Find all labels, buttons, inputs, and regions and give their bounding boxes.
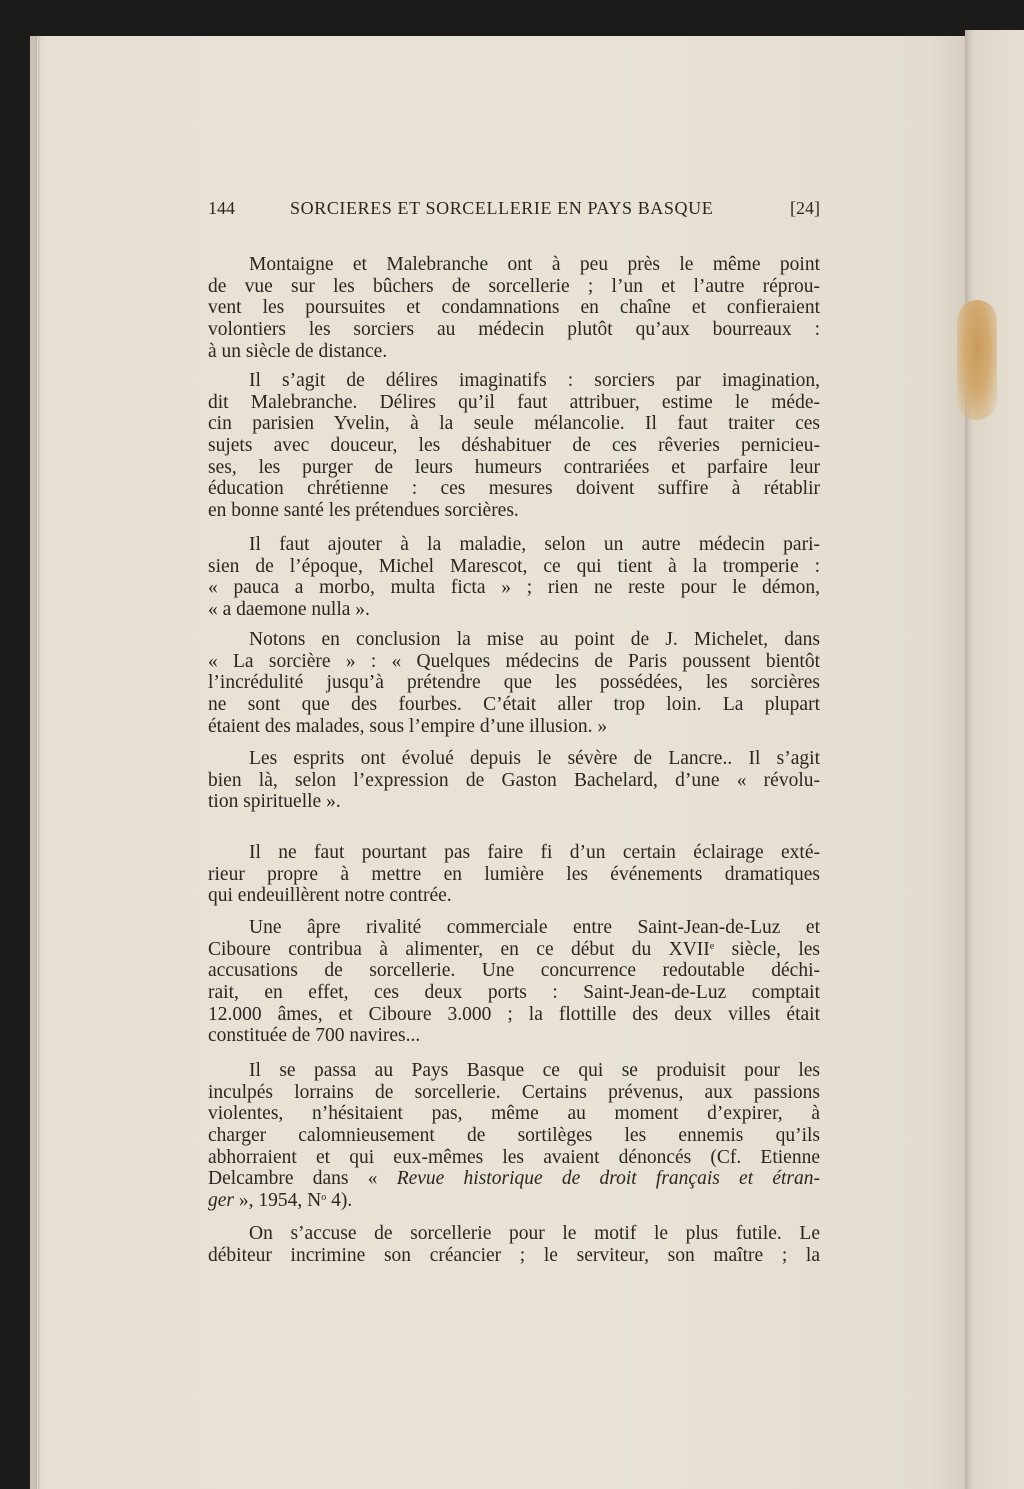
section-signature: [24] [790, 198, 820, 218]
text-line: volontiers les sorciers au médecin plutôt qu’aux bourreaux : [208, 319, 820, 341]
paragraph [208, 917, 820, 1047]
paper-stain [957, 300, 997, 420]
text-line: accusations de sorcellerie. Une concurrence redoutable déchi- [208, 960, 820, 982]
text-line: Il ne faut pourtant pas faire fi d’un certain éclairage exté- [249, 842, 820, 863]
text-line: Notons en conclusion la mise au point de J. Michelet, dans [249, 629, 820, 650]
text-line: vent les poursuites et condamnations en chaîne et confieraient [208, 297, 820, 319]
page-edge [30, 36, 37, 1489]
paragraph [208, 1060, 820, 1212]
paragraph [208, 254, 820, 362]
text-line: dit Malebranche. Délires qu’il faut attribuer, estime le méde- [208, 391, 820, 413]
text-line: Il faut ajouter à la maladie, selon un autre médecin pari- [249, 534, 820, 555]
text-line: l’incrédulité jusqu’à prétendre que les possédées, les sorcières [208, 672, 820, 694]
page-number: 144 [208, 198, 235, 218]
text-line: constituée de 700 navires... [208, 1025, 421, 1047]
text-line: rieur propre à mettre en lumière les événements dramatiques [208, 863, 820, 885]
text-segment: », 1954, N [234, 1190, 322, 1212]
text-segment: 4). [326, 1190, 353, 1212]
text-line: « pauca a morbo, multa ficta » ; rien ne reste pour le démon, [208, 577, 820, 599]
paragraph [208, 534, 820, 621]
facing-page-edge [965, 30, 1024, 1489]
text-line: qui endeuillèrent notre contrée. [208, 885, 452, 907]
text-line: sujets avec douceur, les déshabituer de ces rêveries pernicieu- [208, 435, 820, 457]
page-header [208, 198, 820, 222]
text-line: Les esprits ont évolué depuis le sévère de Lancre.. Il s’agit [249, 748, 820, 769]
superscript: e [709, 940, 715, 952]
text-line: 12.000 âmes, et Ciboure 3.000 ; la flottille des deux villes était [208, 1003, 820, 1025]
text-line: abhorraient et qui eux-mêmes les avaient dénoncés (Cf. Etienne [208, 1146, 820, 1168]
text-line: Montaigne et Malebranche ont à peu près le même point [249, 254, 820, 275]
running-title: SORCIERES ET SORCELLERIE EN PAYS BASQUE [290, 198, 714, 218]
text-segment: Ciboure contribua à alimenter, en ce début du XVII [208, 938, 710, 960]
text-line: sien de l’époque, Michel Marescot, ce qui tient à la tromperie : [208, 555, 820, 577]
text-line: bien là, selon l’expression de Gaston Bachelard, d’une « révolu- [208, 769, 820, 791]
paragraph [208, 629, 820, 737]
text-line: ne sont que des fourbes. C’était aller trop loin. La plupart [208, 694, 820, 716]
text-line: « La sorcière » : « Quelques médecins de Paris poussent bientôt [208, 650, 820, 672]
text-line: rait, en effet, ces deux ports : Saint-Jean-de-Luz comptait [208, 982, 820, 1004]
text-line: Il s’agit de délires imaginatifs : sorciers par imagination, [249, 370, 820, 391]
italic-text: ger [208, 1190, 234, 1212]
text-line: On s’accuse de sorcellerie pour le motif le plus futile. Le [249, 1223, 820, 1244]
text-line: étaient des malades, sous l’empire d’une illusion. » [208, 715, 608, 737]
superscript: o [321, 1192, 327, 1204]
text-line: « a daemone nulla ». [208, 599, 370, 621]
text-segment: Delcambre dans « [208, 1168, 397, 1190]
text-line: inculpés lorrains de sorcellerie. Certains prévenus, aux passions [208, 1081, 820, 1103]
text-line: en bonne santé les prétendues sorcières. [208, 500, 519, 522]
text-line: de vue sur les bûchers de sorcellerie ; l’un et l’autre réprou- [208, 275, 820, 297]
italic-text: Revue historique de droit français et étran- [396, 1168, 820, 1190]
text-line: cin parisien Yvelin, à la seule mélancolie. Il faut traiter ces [208, 413, 820, 435]
page-edge-inner [38, 36, 40, 1489]
paragraph [208, 842, 820, 907]
paragraph [208, 748, 820, 813]
text-line [208, 1190, 820, 1212]
paragraph [208, 1223, 820, 1266]
text-line: éducation chrétienne : ces mesures doivent suffire à rétablir [208, 478, 820, 500]
text-line: à un siècle de distance. [208, 340, 388, 362]
text-segment: siècle, les [714, 938, 820, 960]
text-line [208, 939, 820, 961]
text-line: débiteur incrimine son créancier ; le serviteur, son maître ; la [208, 1244, 820, 1266]
text-line: tion spirituelle ». [208, 791, 341, 813]
paragraph [208, 370, 820, 522]
text-line [208, 1168, 820, 1190]
text-line: Il se passa au Pays Basque ce qui se produisit pour les [249, 1060, 820, 1081]
text-line: Une âpre rivalité commerciale entre Saint-Jean-de-Luz et [249, 917, 820, 938]
text-line: charger calomnieusement de sortilèges les ennemis qu’ils [208, 1125, 820, 1147]
text-line: ses, les purger de leurs humeurs contrariées et parfaire leur [208, 456, 820, 478]
text-line: violentes, n’hésitaient pas, même au moment d’expirer, à [208, 1103, 820, 1125]
